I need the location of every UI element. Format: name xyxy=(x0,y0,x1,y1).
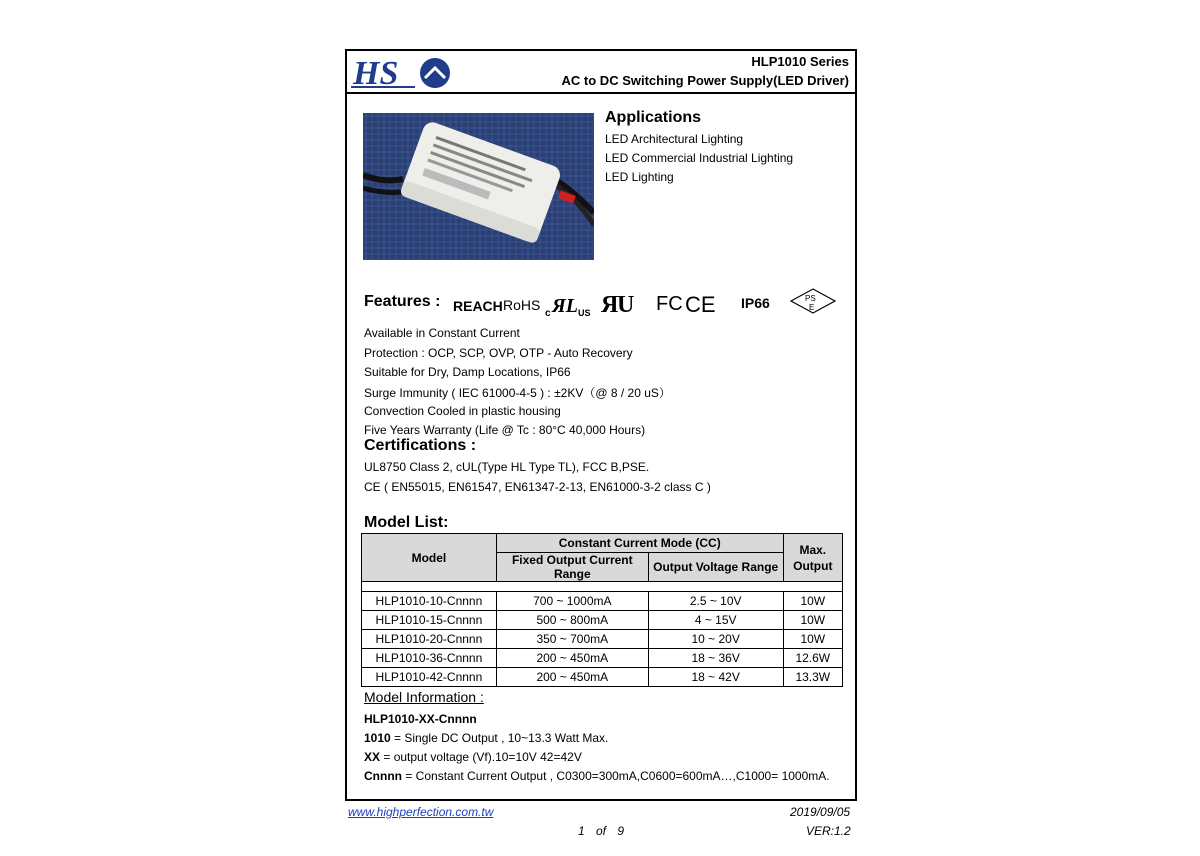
table-row xyxy=(362,649,843,668)
table-row xyxy=(362,611,843,630)
certifications-title: Certifications : xyxy=(364,437,477,454)
column-header-model: Model xyxy=(362,534,497,582)
features-title: Features : xyxy=(364,293,441,310)
applications-title: Applications xyxy=(605,109,702,126)
svg-text:c: c xyxy=(545,308,551,319)
certification-item: CE ( EN55015, EN61547, EN61347-2-13, EN61000-3-2 class C ) xyxy=(364,480,711,494)
reach-mark: REACH xyxy=(453,298,503,314)
cul-us-mark xyxy=(545,295,591,319)
cell-voltage: 10 ~ 20V xyxy=(648,630,783,649)
table-row xyxy=(362,630,843,649)
hs-logo xyxy=(351,54,455,90)
table-row xyxy=(362,592,843,611)
model-info-line: XX = output voltage (Vf).10=10V 42=42V xyxy=(364,750,582,764)
certification-marks xyxy=(451,285,841,323)
model-info-line: Cnnnn = Constant Current Output , C0300=300mA,C0600=600mA…,C1000= 1000mA. xyxy=(364,769,830,783)
model-table xyxy=(361,533,843,687)
header-divider xyxy=(347,92,855,94)
document-version: VER:1.2 xyxy=(806,824,851,838)
svg-text:U: U xyxy=(617,292,635,318)
cell-max: 12.6W xyxy=(783,649,842,668)
application-item: LED Architectural Lighting xyxy=(605,132,744,146)
svg-text:US: US xyxy=(578,308,591,318)
svg-text:HS: HS xyxy=(353,55,399,90)
cell-voltage: 18 ~ 36V xyxy=(648,649,783,668)
cell-model: HLP1010-36-Cnnnn xyxy=(362,649,497,668)
series-title: HLP1010 Series xyxy=(751,54,849,69)
cell-voltage: 18 ~ 42V xyxy=(648,668,783,687)
svg-text:ЯL: ЯL xyxy=(552,295,578,317)
table-row xyxy=(362,668,843,687)
feature-item: Suitable for Dry, Damp Locations, IP66 xyxy=(364,365,571,379)
column-header-cc-group: Constant Current Mode (CC) xyxy=(496,534,783,553)
model-info-title: Model Information : xyxy=(364,689,484,705)
feature-item: Five Years Warranty (Life @ Tc : 80°C 40,000 Hours) xyxy=(364,423,646,437)
feature-item: Protection : OCP, SCP, OVP, OTP - Auto Recovery xyxy=(364,346,633,360)
ce-mark: CE xyxy=(685,292,716,317)
ur-recognized-mark xyxy=(601,292,634,318)
certification-item: UL8750 Class 2, cUL(Type HL Type TL), FCC B,PSE. xyxy=(364,460,650,474)
page-number: 1 of 9 xyxy=(578,824,625,838)
model-code: HLP1010-XX-Cnnnn xyxy=(364,712,477,726)
svg-text:E: E xyxy=(809,303,815,312)
cell-max: 10W xyxy=(783,611,842,630)
svg-text:PS: PS xyxy=(805,294,816,303)
cell-current: 200 ~ 450mA xyxy=(496,649,648,668)
feature-item: Surge Immunity ( IEC 61000-4-5 ) : ±2KV（@ 8 / 20 uS） xyxy=(364,386,671,400)
feature-item: Convection Cooled in plastic housing xyxy=(364,404,561,418)
feature-item: Available in Constant Current xyxy=(364,326,520,340)
cell-current: 350 ~ 700mA xyxy=(496,630,648,649)
product-photo xyxy=(363,113,594,260)
application-item: LED Lighting xyxy=(605,170,674,184)
column-header-fixed-current: Fixed Output Current Range xyxy=(496,553,648,582)
footer-date: 2019/09/05 xyxy=(790,805,851,819)
cell-voltage: 2.5 ~ 10V xyxy=(648,592,783,611)
website-link[interactable]: www.highperfection.com.tw xyxy=(348,805,494,819)
column-header-max-output: Max. Output xyxy=(783,534,842,582)
column-header-voltage-range: Output Voltage Range xyxy=(648,553,783,582)
ip66-mark: IP66 xyxy=(741,295,770,311)
cell-max: 10W xyxy=(783,630,842,649)
cell-current: 700 ~ 1000mA xyxy=(496,592,648,611)
cell-current: 200 ~ 450mA xyxy=(496,668,648,687)
pse-mark xyxy=(791,289,835,313)
cell-max: 10W xyxy=(783,592,842,611)
model-list-title: Model List: xyxy=(364,514,449,531)
svg-text:Я: Я xyxy=(601,292,619,318)
datasheet-page xyxy=(345,49,857,801)
rohs-mark: RoHS xyxy=(503,297,541,313)
application-item: LED Commercial Industrial Lighting xyxy=(605,151,794,165)
document-subtitle: AC to DC Switching Power Supply(LED Driver) xyxy=(561,73,849,88)
fcc-mark: FC xyxy=(656,293,683,315)
cell-voltage: 4 ~ 15V xyxy=(648,611,783,630)
cell-model: HLP1010-42-Cnnnn xyxy=(362,668,497,687)
cell-current: 500 ~ 800mA xyxy=(496,611,648,630)
cell-model: HLP1010-20-Cnnnn xyxy=(362,630,497,649)
cell-model: HLP1010-10-Cnnnn xyxy=(362,592,497,611)
model-info-line: 1010 = Single DC Output , 10~13.3 Watt Max. xyxy=(364,731,609,745)
cell-model: HLP1010-15-Cnnnn xyxy=(362,611,497,630)
cell-max: 13.3W xyxy=(783,668,842,687)
